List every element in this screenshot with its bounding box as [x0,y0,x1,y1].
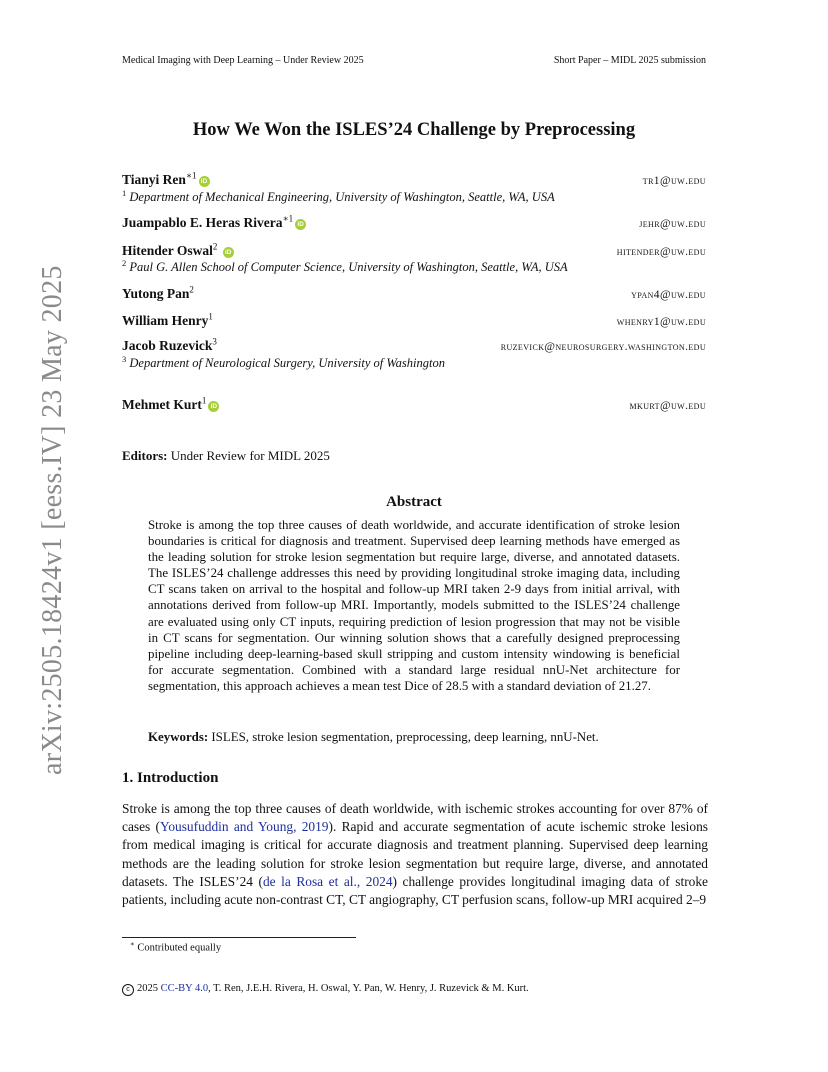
running-header-left: Medical Imaging with Deep Learning – Under Review 2025 [122,55,364,66]
orcid-icon[interactable]: iD [295,219,306,230]
introduction-paragraph: Stroke is among the top three causes of death worldwide, with ischemic strokes accounting for over 87% of cases (Yousufuddin and Young, 2019). Rapid and accurate segmentation of acute ischemic stroke lesions from medical imaging is critical for accurate diagnosis and treatment planning. Supervised deep learning methods are the leading solution for stroke lesion segmentation but require large, diverse, and annotated datasets. The ISLES’24 (de la Rosa et al., 2024) challenge provides longitudinal imaging data of stroke patients, including acute non-contrast CT, CT angiography, CT perfusion scans, follow-up MRI acquired 2–9 [122,801,709,908]
author-name: Hitender Oswal$^2$ iD [122,243,234,259]
author-name: William Henry$^1$ [122,311,213,328]
affiliation: $^3$ Department of Neurological Surgery, University of Washington [122,353,445,370]
citation-link[interactable]: de la Rosa et al., 2024 [262,873,393,889]
arxiv-stamp: arXiv:2505.18424v1 [eess.IV] 23 May 2025 [37,265,68,775]
author-name: Yutong Pan$^2$ [122,284,194,301]
author-name: Jacob Ruzevick$^3$ [122,336,217,353]
copyright-line: c 2025 CC-BY 4.0, T. Ren, J.E.H. Rivera, H. Oswal, Y. Pan, W. Henry, J. Ruzevick & M. Kurt. [122,983,529,996]
orcid-icon[interactable]: iD [223,247,234,258]
footnote-divider [122,937,356,938]
author-email[interactable]: whenry1@uw.edu [616,316,706,328]
orcid-icon[interactable]: iD [208,401,219,412]
copyright-icon: c [122,984,134,996]
author-name: Tianyi Ren$^{∗1}$iD [122,172,210,188]
footnote: ∗ Contributed equally [130,940,222,954]
abstract-body: Stroke is among the top three causes of death worldwide, and accurate identification of stroke lesion boundaries is critical for diagnosis and treatment. Supervised deep learning methods have emerged as the leading solution for stroke lesion segmentation but require large, diverse, and annotated datasets. The ISLES’24 challenge addresses this need by providing longitudinal stroke imaging data, including CT scans taken on arrival to the hospital and follow-up MRI taken 2-9 days from initial arrival, with annotations derived from follow-up MRI. Importantly, models submitted to the ISLES’24 challenge are evaluated using only CT inputs, requiring prediction of lesion progression that may not be visible in CT scans for segmentation. Our winning solution shows that a carefully designed preprocessing pipeline including deep-learning-based skull stripping and custom intensity windowing is beneficial for accurate segmentation. Combined with a standard large residual nnU-Net architecture for segmentation, this approach achieves a mean test Dice of 28.5 with a standard deviation of 21.27. [148,518,680,693]
author-email[interactable]: tr1@uw.edu [642,175,706,187]
license-link[interactable]: CC-BY 4.0 [160,983,209,994]
citation-link[interactable]: Yousufuddin and Young, 2019 [160,819,329,835]
running-header-right: Short Paper – MIDL 2025 submission [553,55,706,66]
author-name: Juampablo E. Heras Rivera$^{∗1}$iD [122,215,306,231]
affiliation: $^1$ Department of Mechanical Engineering, University of Washington, Seattle, WA, USA [122,187,555,204]
section-heading-introduction: 1. Introduction [122,770,219,786]
author-name: Mehmet Kurt$^1$iD [122,397,219,413]
author-email[interactable]: mkurt@uw.edu [629,400,706,412]
affiliation: $^2$ Paul G. Allen School of Computer Science, University of Washington, Seattle, WA, USA [122,257,568,274]
author-email[interactable]: ypan4@uw.edu [631,289,706,301]
abstract-heading: Abstract [386,494,442,510]
paper-title: How We Won the ISLES’24 Challenge by Preprocessing [192,120,636,140]
keywords-line: Keywords: ISLES, stroke lesion segmentation, preprocessing, deep learning, nnU-Net. [148,730,599,744]
author-email[interactable]: ruzevick@neurosurgery.washington.edu [500,341,706,353]
orcid-icon[interactable]: iD [199,176,210,187]
author-email[interactable]: hitender@uw.edu [616,246,706,258]
author-email[interactable]: jehr@uw.edu [639,218,706,230]
editors-line: Editors: Under Review for MIDL 2025 [122,448,330,463]
